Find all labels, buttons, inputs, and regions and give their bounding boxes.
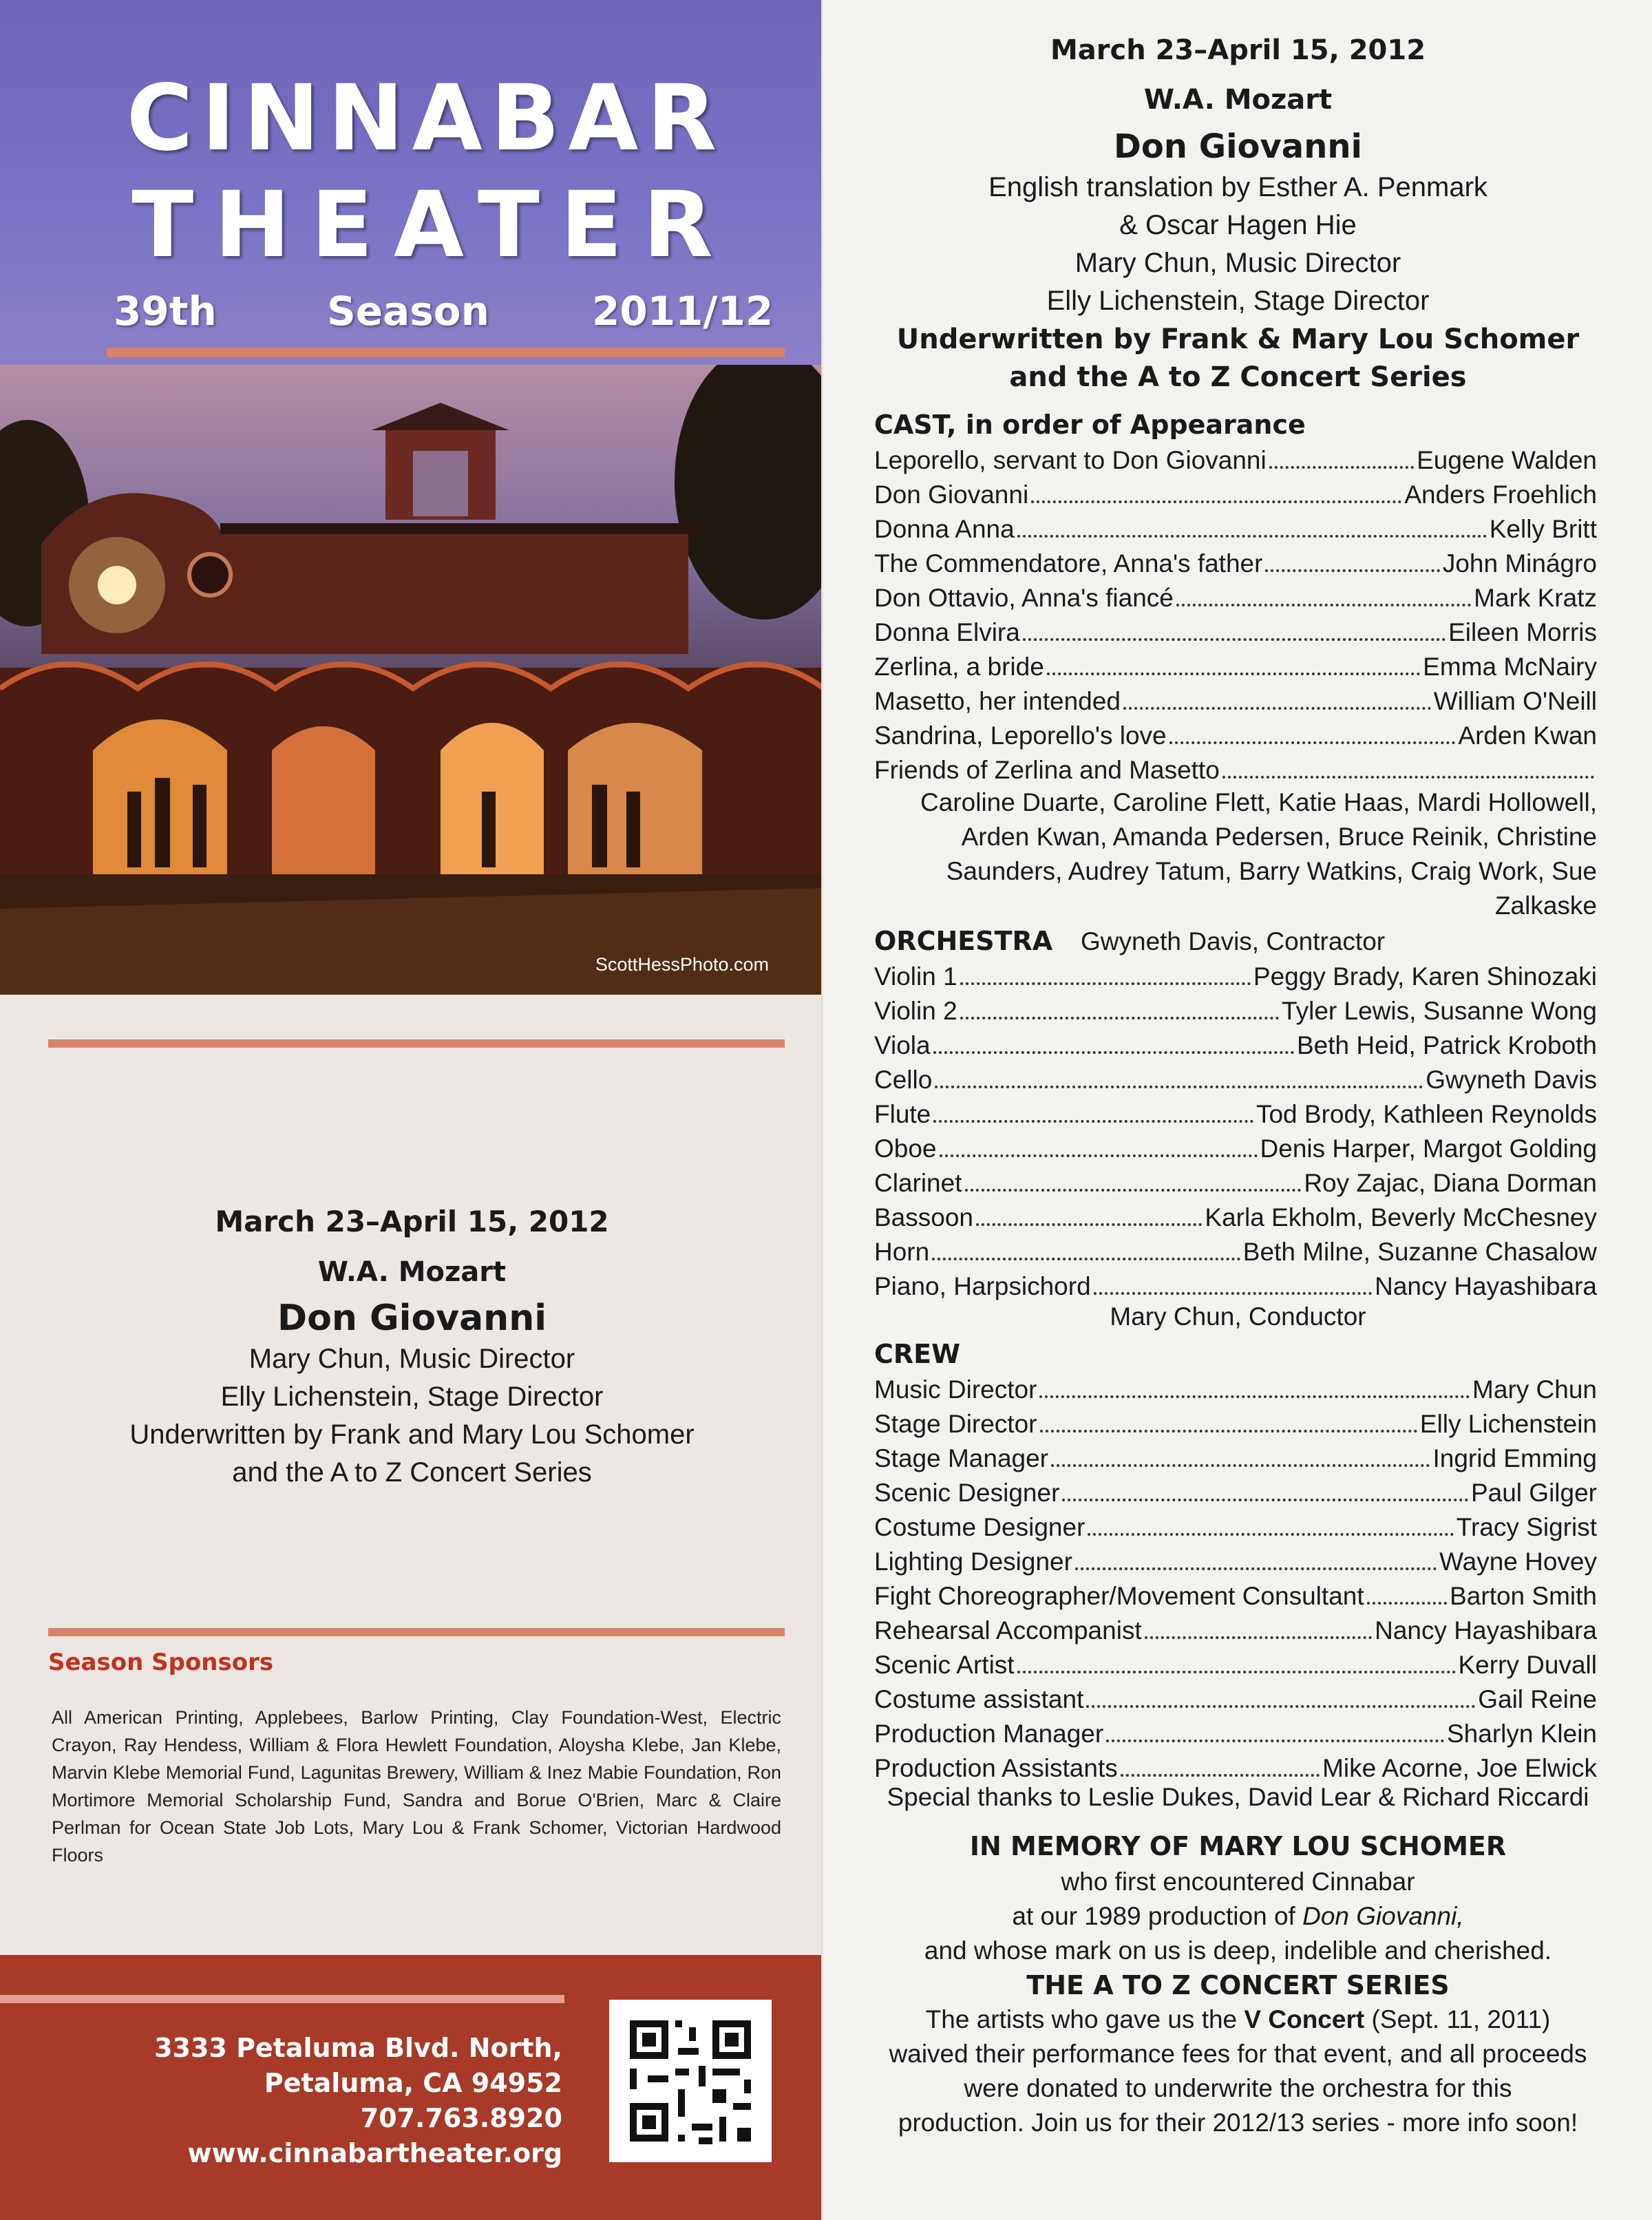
crew-row xyxy=(874,1717,1597,1751)
season-year: 2011/12 xyxy=(592,288,774,335)
crew-row-name: Mary Chun xyxy=(1472,1375,1597,1404)
orchestra-row-name: Beth Heid, Patrick Kroboth xyxy=(1297,1031,1597,1059)
orchestra-row xyxy=(874,1270,1597,1303)
crew-row-role: Lighting Designer xyxy=(874,1547,1072,1576)
program-underwritten1: Underwritten by Frank & Mary Lou Schomer xyxy=(896,324,1580,355)
crew-row xyxy=(874,1580,1597,1613)
orchestra-row xyxy=(874,1064,1597,1097)
footer-rule xyxy=(0,1995,564,2003)
orchestra-row xyxy=(874,1201,1597,1234)
cast-row-name: William O'Neill xyxy=(1433,687,1597,715)
photo-credit: ScottHessPhoto.com xyxy=(595,954,769,975)
dot-leader xyxy=(960,995,1279,1019)
cast-row-role: Leporello, servant to Don Giovanni xyxy=(874,446,1267,474)
orchestra-row-role: Clarinet xyxy=(874,1169,962,1197)
cast-row-role: Donna Anna xyxy=(874,515,1015,543)
dot-leader xyxy=(1169,719,1456,744)
orchestra-row xyxy=(874,1236,1597,1269)
cast-row-name: Emma McNairy xyxy=(1423,653,1597,681)
cast-row-name: Mark Kratz xyxy=(1474,584,1597,612)
orchestra-row-name: Karla Ekholm, Beverly McChesney xyxy=(1205,1203,1597,1231)
orchestra-row xyxy=(874,1167,1597,1200)
atoz-line1-b: V Concert xyxy=(1244,2005,1365,2033)
dot-leader xyxy=(932,1236,1240,1260)
season-label: Season xyxy=(327,288,489,335)
orchestra-row xyxy=(874,1098,1597,1131)
crew-row-role: Rehearsal Accompanist xyxy=(874,1616,1142,1645)
cast-row xyxy=(874,582,1597,615)
crew-row-name: Nancy Hayashibara xyxy=(1375,1616,1597,1645)
dot-leader xyxy=(1088,1511,1453,1536)
orchestra-row-name: Tod Brody, Kathleen Reynolds xyxy=(1256,1100,1597,1128)
orchestra-row-role: Piano, Harpsichord xyxy=(874,1272,1091,1300)
cast-row xyxy=(874,616,1597,649)
crew-row-role: Scenic Designer xyxy=(874,1479,1060,1507)
program-stage-director: Elly Lichenstein, Stage Director xyxy=(1046,286,1430,316)
dot-leader xyxy=(1106,1717,1444,1742)
program-underwritten2: and the A to Z Concert Series xyxy=(1009,361,1467,393)
crew-row-name: Paul Gilger xyxy=(1470,1479,1597,1507)
dot-leader xyxy=(1031,478,1401,503)
cast-row-name: Eileen Morris xyxy=(1448,618,1597,646)
atoz-line3: were donated to underwrite the orchestra for this xyxy=(964,2074,1512,2102)
crew-row xyxy=(874,1373,1597,1406)
orchestra-row xyxy=(874,960,1597,993)
crew-row-name: Barton Smith xyxy=(1450,1582,1597,1610)
orchestra-row-name: Tyler Lewis, Susanne Wong xyxy=(1282,997,1597,1025)
sponsor-rule xyxy=(48,1628,785,1636)
orchestra-row-name: Roy Zajac, Diana Dorman xyxy=(1304,1169,1597,1197)
special-thanks: Special thanks to Leslie Dukes, David Lear & Richard Riccardi xyxy=(887,1783,1589,1811)
dot-leader xyxy=(1086,1683,1475,1708)
footer-contact xyxy=(0,1955,824,2220)
crew-row-role: Stage Director xyxy=(874,1410,1037,1438)
address-block xyxy=(154,2031,562,2171)
program-music-director: Mary Chun, Music Director xyxy=(1074,248,1401,278)
dot-leader xyxy=(1051,1442,1430,1467)
cast-row xyxy=(874,651,1597,684)
theater-photo xyxy=(0,365,824,995)
cast-row xyxy=(874,478,1597,511)
dot-leader xyxy=(1123,685,1431,710)
atoz-line1-a: The artists who gave us the xyxy=(925,2005,1245,2033)
crew-row xyxy=(874,1408,1597,1441)
cast-heading: CAST, in order of Appearance xyxy=(874,410,1306,440)
atoz-heading: THE A TO Z CONCERT SERIES xyxy=(1026,1970,1450,2000)
dot-leader xyxy=(1039,1373,1470,1398)
dot-leader xyxy=(1269,444,1414,469)
translation-line2: & Oscar Hagen Hie xyxy=(1119,210,1357,240)
orchestra-row-role: Viola xyxy=(874,1031,931,1059)
dot-leader xyxy=(933,1098,1253,1123)
dot-leader xyxy=(1222,754,1594,779)
orchestra-row xyxy=(874,1029,1597,1062)
section-rule xyxy=(48,1039,785,1048)
orchestra-heading: ORCHESTRA xyxy=(874,926,1053,956)
atoz-line1-c: (Sept. 11, 2011) xyxy=(1364,2005,1551,2033)
cast-row-role: Don Giovanni xyxy=(874,480,1029,509)
cast-row xyxy=(874,444,1597,477)
dot-leader xyxy=(1121,1752,1320,1777)
dot-leader xyxy=(1075,1545,1437,1570)
dot-leader xyxy=(1367,1580,1448,1605)
orchestra-row xyxy=(874,1132,1597,1165)
atoz-line4: production. Join us for their 2012/13 series - more info soon! xyxy=(898,2108,1578,2137)
crew-row-role: Fight Choreographer/Movement Consultant xyxy=(874,1582,1364,1610)
dot-leader xyxy=(965,1167,1302,1192)
orchestra-row-name: Nancy Hayashibara xyxy=(1375,1272,1597,1300)
crew-heading: CREW xyxy=(874,1339,961,1369)
dot-leader xyxy=(1094,1270,1372,1295)
crew-row-role: Music Director xyxy=(874,1375,1037,1404)
cast-row xyxy=(874,719,1597,752)
orchestra-row-name: Denis Harper, Margot Golding xyxy=(1260,1134,1597,1163)
crew-row-name: Tracy Sigrist xyxy=(1456,1513,1597,1541)
crew-row-role: Production Assistants xyxy=(874,1754,1118,1782)
program-dates: March 23–April 15, 2012 xyxy=(1050,34,1426,66)
crew-row-role: Stage Manager xyxy=(874,1444,1049,1472)
cast-row-name: Eugene Walden xyxy=(1417,446,1597,474)
program-composer: W.A. Mozart xyxy=(1143,84,1333,116)
crew-row-role: Scenic Artist xyxy=(874,1651,1015,1679)
dot-leader xyxy=(1145,1614,1372,1639)
orchestra-row-role: Flute xyxy=(874,1100,931,1128)
friends-line2: Arden Kwan, Amanda Pedersen, Bruce Reinik, Christine xyxy=(961,823,1597,851)
cast-row xyxy=(874,685,1597,718)
dot-leader xyxy=(1062,1477,1468,1501)
crew-row xyxy=(874,1649,1597,1682)
theater-building-illustration xyxy=(0,365,824,995)
dot-leader xyxy=(1047,651,1420,675)
friends-line4: Zalkaske xyxy=(1494,891,1597,920)
crew-row xyxy=(874,1442,1597,1475)
orchestra-row xyxy=(874,995,1597,1028)
crew-row-role: Production Manager xyxy=(874,1720,1104,1748)
crew-row-role: Costume Designer xyxy=(874,1513,1086,1541)
dot-leader xyxy=(960,960,1251,985)
orchestra-contractor: Gwyneth Davis, Contractor xyxy=(1081,927,1386,955)
crew-row-name: Kerry Duvall xyxy=(1458,1651,1597,1679)
dot-leader xyxy=(976,1201,1202,1226)
dot-leader xyxy=(1023,616,1446,641)
phone-number: 707.763.8920 xyxy=(360,2103,562,2133)
season-number: 39th xyxy=(114,288,217,335)
memory-line3: and whose mark on us is deep, indelible and cherished. xyxy=(924,1936,1552,1965)
header-banner xyxy=(0,0,824,365)
music-director: Mary Chun, Music Director xyxy=(248,1344,575,1374)
friends-line1: Caroline Duarte, Caroline Flett, Katie Haas, Mardi Hollowell, xyxy=(920,788,1597,816)
crew-row xyxy=(874,1614,1597,1647)
sponsors-title: Season Sponsors xyxy=(48,1649,274,1676)
orchestra-row-role: Horn xyxy=(874,1238,930,1266)
crew-row xyxy=(874,1545,1597,1578)
atoz-line1 xyxy=(824,2005,1652,2034)
dot-leader xyxy=(933,1029,1294,1054)
crew-row xyxy=(874,1752,1597,1785)
cast-row-role: The Commendatore, Anna's father xyxy=(874,549,1263,578)
dot-leader xyxy=(1265,547,1439,572)
translation-line1: English translation by Esther A. Penmark xyxy=(988,172,1487,202)
orchestra-row-role: Violin 2 xyxy=(874,997,957,1025)
crew-row xyxy=(874,1511,1597,1544)
cast-row-role: Masetto, her intended xyxy=(874,687,1121,715)
address-line1: 3333 Petaluma Blvd. North, xyxy=(154,2033,562,2063)
cast-row-role: Don Ottavio, Anna's fiancé xyxy=(874,584,1174,612)
qr-code[interactable] xyxy=(609,2000,772,2162)
cast-row-name: Arden Kwan xyxy=(1458,721,1597,750)
crew-row-name: Elly Lichenstein xyxy=(1419,1410,1597,1438)
cast-row xyxy=(874,754,1597,787)
orchestra-row-name: Gwyneth Davis xyxy=(1426,1066,1597,1094)
friends-line3: Saunders, Audrey Tatum, Barry Watkins, Craig Work, Sue xyxy=(946,857,1597,885)
memory-line2-text: at our 1989 production of xyxy=(1012,1902,1303,1930)
theater-name-line1: CINNABAR xyxy=(126,65,726,171)
crew-row-role: Costume assistant xyxy=(874,1685,1084,1713)
memory-line2-title: Don Giovanni, xyxy=(1302,1902,1464,1930)
dot-leader xyxy=(1017,1649,1456,1673)
orchestra-row-role: Violin 1 xyxy=(874,962,957,991)
orchestra-row-role: Cello xyxy=(874,1066,933,1094)
stage-director: Elly Lichenstein, Stage Director xyxy=(220,1382,604,1412)
address-line2: Petaluma, CA 94952 xyxy=(264,2068,562,2098)
crew-row-name: Ingrid Emming xyxy=(1432,1444,1597,1472)
memory-heading: IN MEMORY OF MARY LOU SCHOMER xyxy=(969,1831,1507,1861)
dot-leader xyxy=(935,1064,1423,1088)
cast-row xyxy=(874,547,1597,580)
cast-row-role: Donna Elvira xyxy=(874,618,1020,646)
dot-leader xyxy=(1040,1408,1417,1433)
orchestra-row-role: Bassoon xyxy=(874,1203,973,1231)
orchestra-row-role: Oboe xyxy=(874,1134,937,1163)
crew-row xyxy=(874,1683,1597,1716)
dot-leader xyxy=(1176,582,1471,606)
theater-name-line2: THEATER xyxy=(131,172,734,278)
sponsors-list: All American Printing, Applebees, Barlow Printing, Clay Foundation-West, Electric Crayon, Ray Hendess, William & Flora Hewlett Foundation, Aloysha Klebe, Jan Klebe, Marvin Klebe Memorial Fund, Lagunitas Brewery, William & Inez Mabie Foundation, Ron Mortimore Memorial Scholarship Fund, Sandra and Borue O'Brien, Marc & Claire Perlman for Ocean State Job Lots, Mary Lou & Frank Schomer, Victorian Hardwood Floors xyxy=(52,1707,781,1865)
crew-row-name: Gail Reine xyxy=(1478,1685,1597,1713)
dot-leader xyxy=(1017,513,1487,538)
cast-row-role: Friends of Zerlina and Masetto xyxy=(874,756,1220,784)
opera-title: Don Giovanni xyxy=(277,1298,547,1339)
header-rule xyxy=(107,348,785,357)
cast-row-role: Zerlina, a bride xyxy=(874,653,1044,681)
crew-row-name: Mike Acorne, Joe Elwick xyxy=(1322,1754,1597,1782)
cast-row xyxy=(874,513,1597,546)
orchestra-row-name: Beth Milne, Suzanne Chasalow xyxy=(1242,1238,1597,1266)
cast-row-role: Sandrina, Leporello's love xyxy=(874,721,1167,750)
atoz-line2: waived their performance fees for that event, and all proceeds xyxy=(889,2040,1587,2068)
orchestra-row-name: Peggy Brady, Karen Shinozaki xyxy=(1253,962,1597,991)
memory-line1: who first encountered Cinnabar xyxy=(1061,1868,1415,1896)
cast-row-name: Anders Froehlich xyxy=(1404,480,1597,509)
performance-dates: March 23–April 15, 2012 xyxy=(215,1205,609,1238)
crew-row-name: Sharlyn Klein xyxy=(1446,1720,1597,1748)
crew-row xyxy=(874,1477,1597,1510)
underwritten-line2: and the A to Z Concert Series xyxy=(232,1457,592,1488)
underwritten-line1: Underwritten by Frank and Mary Lou Schomer xyxy=(129,1419,695,1450)
dot-leader xyxy=(940,1132,1258,1157)
program-opera-title: Don Giovanni xyxy=(1113,127,1362,166)
composer: W.A. Mozart xyxy=(317,1256,507,1288)
left-panel xyxy=(0,0,824,2220)
crew-row-name: Wayne Hovey xyxy=(1439,1547,1597,1576)
cast-row-name: Kelly Britt xyxy=(1489,515,1597,543)
cast-row-name: John Minágro xyxy=(1442,549,1597,578)
website-link[interactable]: www.cinnabartheater.org xyxy=(187,2138,562,2168)
conductor: Mary Chun, Conductor xyxy=(1110,1302,1366,1331)
memory-line2 xyxy=(824,1902,1652,1931)
